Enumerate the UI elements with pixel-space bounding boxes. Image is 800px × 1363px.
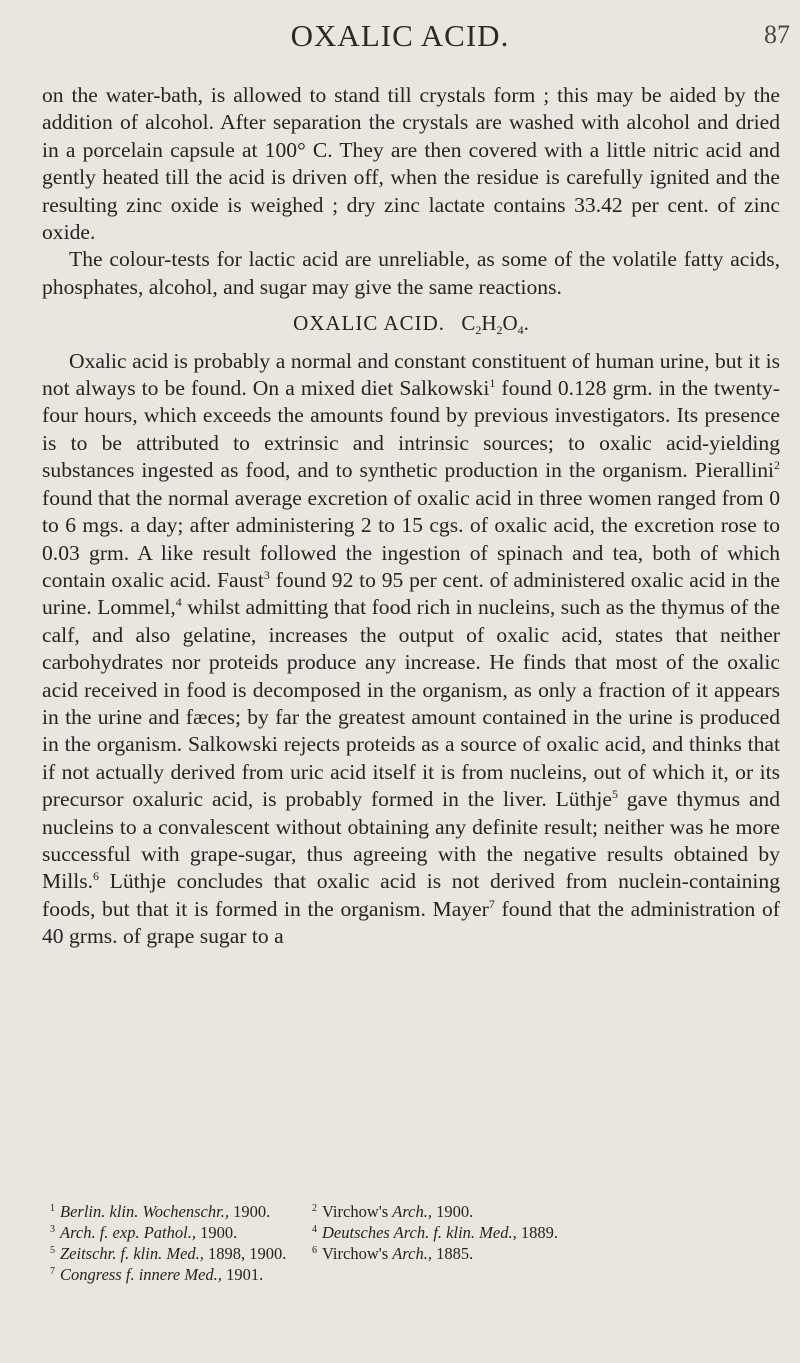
paragraphs-before-heading — [42, 82, 780, 301]
footnote-ref[interactable]: 6 — [93, 869, 100, 884]
oxalic-paragraph: Oxalic acid is probably a normal and constant constituent of human urine, but it is not always to be found. On a mixed diet Salkowski$^1$ found 0.128 grm. in the twenty-four hours, which exceeds the amounts found by previous investigators. Its presence is to be attributed to extrinsic and intrinsic sources; to oxalic acid-yielding substances ingested as food, and to synthetic production in the organism. Pierallini$^2$ found that the normal average excretion of oxalic acid in three women ranged from 0 to 6 mgs. a day; after administering 2 to 15 cgs. of oxalic acid, the excretion rose to 0.03 grm. A like result followed the ingestion of spinach and tea, both of which contain oxalic acid. Faust$^3$ found 92 to 95 per cent. of administered oxalic acid in the urine. Lommel,$^4$ whilst admitting that food rich in nucleins, such as the thymus of the calf, and also gelatine, increases the output of oxalic acid, states that neither carbohydrates nor proteids produce any increase. He finds that most of the oxalic acid received in food is decomposed in the organism, as only a fraction of it appears in the urine and fæces; by far the greatest amount contained in the urine is produced in the organism. Salkowski rejects proteids as a source of oxalic acid, and thinks that if not actually derived from uric acid itself it is from nucleins, out of which it, or its precursor oxaluric acid, is probably formed in the liver. Lüthje$^5$ gave thymus and nucleins to a convalescent without obtaining any definite result; neither was he more successful with grape-sugar, thus agreeing with the negative results obtained by Mills.$^6$ Lüthje concludes that oxalic acid is not derived from nuclein-containing foods, but that it is formed in the organism. Mayer$^7$ found that the administration of 40 grms. of grape sugar to a — [42, 348, 780, 949]
footnote-ref[interactable]: 5 — [611, 787, 618, 802]
footnote-ref[interactable]: 3 — [263, 567, 270, 582]
page-number: 87 — [764, 20, 790, 49]
footnote-row — [50, 1222, 790, 1243]
footnote: $^6$ Virchow's Arch., 1885. — [312, 1244, 474, 1263]
footnote: $^5$ Zeitschr. f. klin. Med., 1898, 1900. — [50, 1244, 287, 1263]
footnote: $^3$ Arch. f. exp. Pathol., 1900. — [50, 1223, 238, 1242]
footnote-ref[interactable]: 7 — [488, 896, 495, 911]
footnote-ref[interactable]: 2 — [774, 458, 780, 473]
footnote: $^4$ Deutsches Arch. f. klin. Med., 1889. — [312, 1223, 558, 1242]
footnote: $^1$ Berlin. klin. Wochenschr., 1900. — [50, 1202, 271, 1221]
paragraphs-after-heading — [42, 348, 780, 951]
footnote: $^7$ Congress f. innere Med., 1901. — [50, 1265, 264, 1284]
running-head — [0, 18, 800, 58]
footnote-row — [50, 1243, 790, 1264]
footnote — [312, 1264, 790, 1285]
body-text — [42, 82, 780, 951]
running-title: OXALIC ACID. — [290, 18, 510, 53]
footnote-row — [50, 1201, 790, 1222]
section-heading — [42, 310, 780, 337]
footnote: $^2$ Virchow's Arch., 1900. — [312, 1202, 474, 1221]
section-title: OXALIC ACID. — [293, 311, 446, 336]
footnote-ref[interactable]: 4 — [175, 595, 182, 610]
footnote-ref[interactable]: 1 — [489, 376, 496, 391]
lactic-paragraph: on the water-bath, is allowed to stand till crystals form ; this may be aided by the addition of alcohol. After separation the crystals are washed with alcohol and dried in a porcelain capsule at 100° C. They are then covered with a little nitric acid and gently heated till the acid is driven off, when the residue is carefully ignited and the resulting zinc oxide is weighed ; dry zinc lactate contains 33.42 per cent. of zinc oxide. — [42, 83, 780, 245]
lactic-paragraph: The colour-tests for lactic acid are unreliable, as some of the volatile fatty acids, phosphates, alcohol, and sugar may give the same reactions. — [42, 247, 780, 299]
footnote-row — [50, 1264, 790, 1285]
chemical-formula: $C_2H_2O_4$. — [461, 311, 529, 338]
footnotes — [50, 1201, 790, 1285]
